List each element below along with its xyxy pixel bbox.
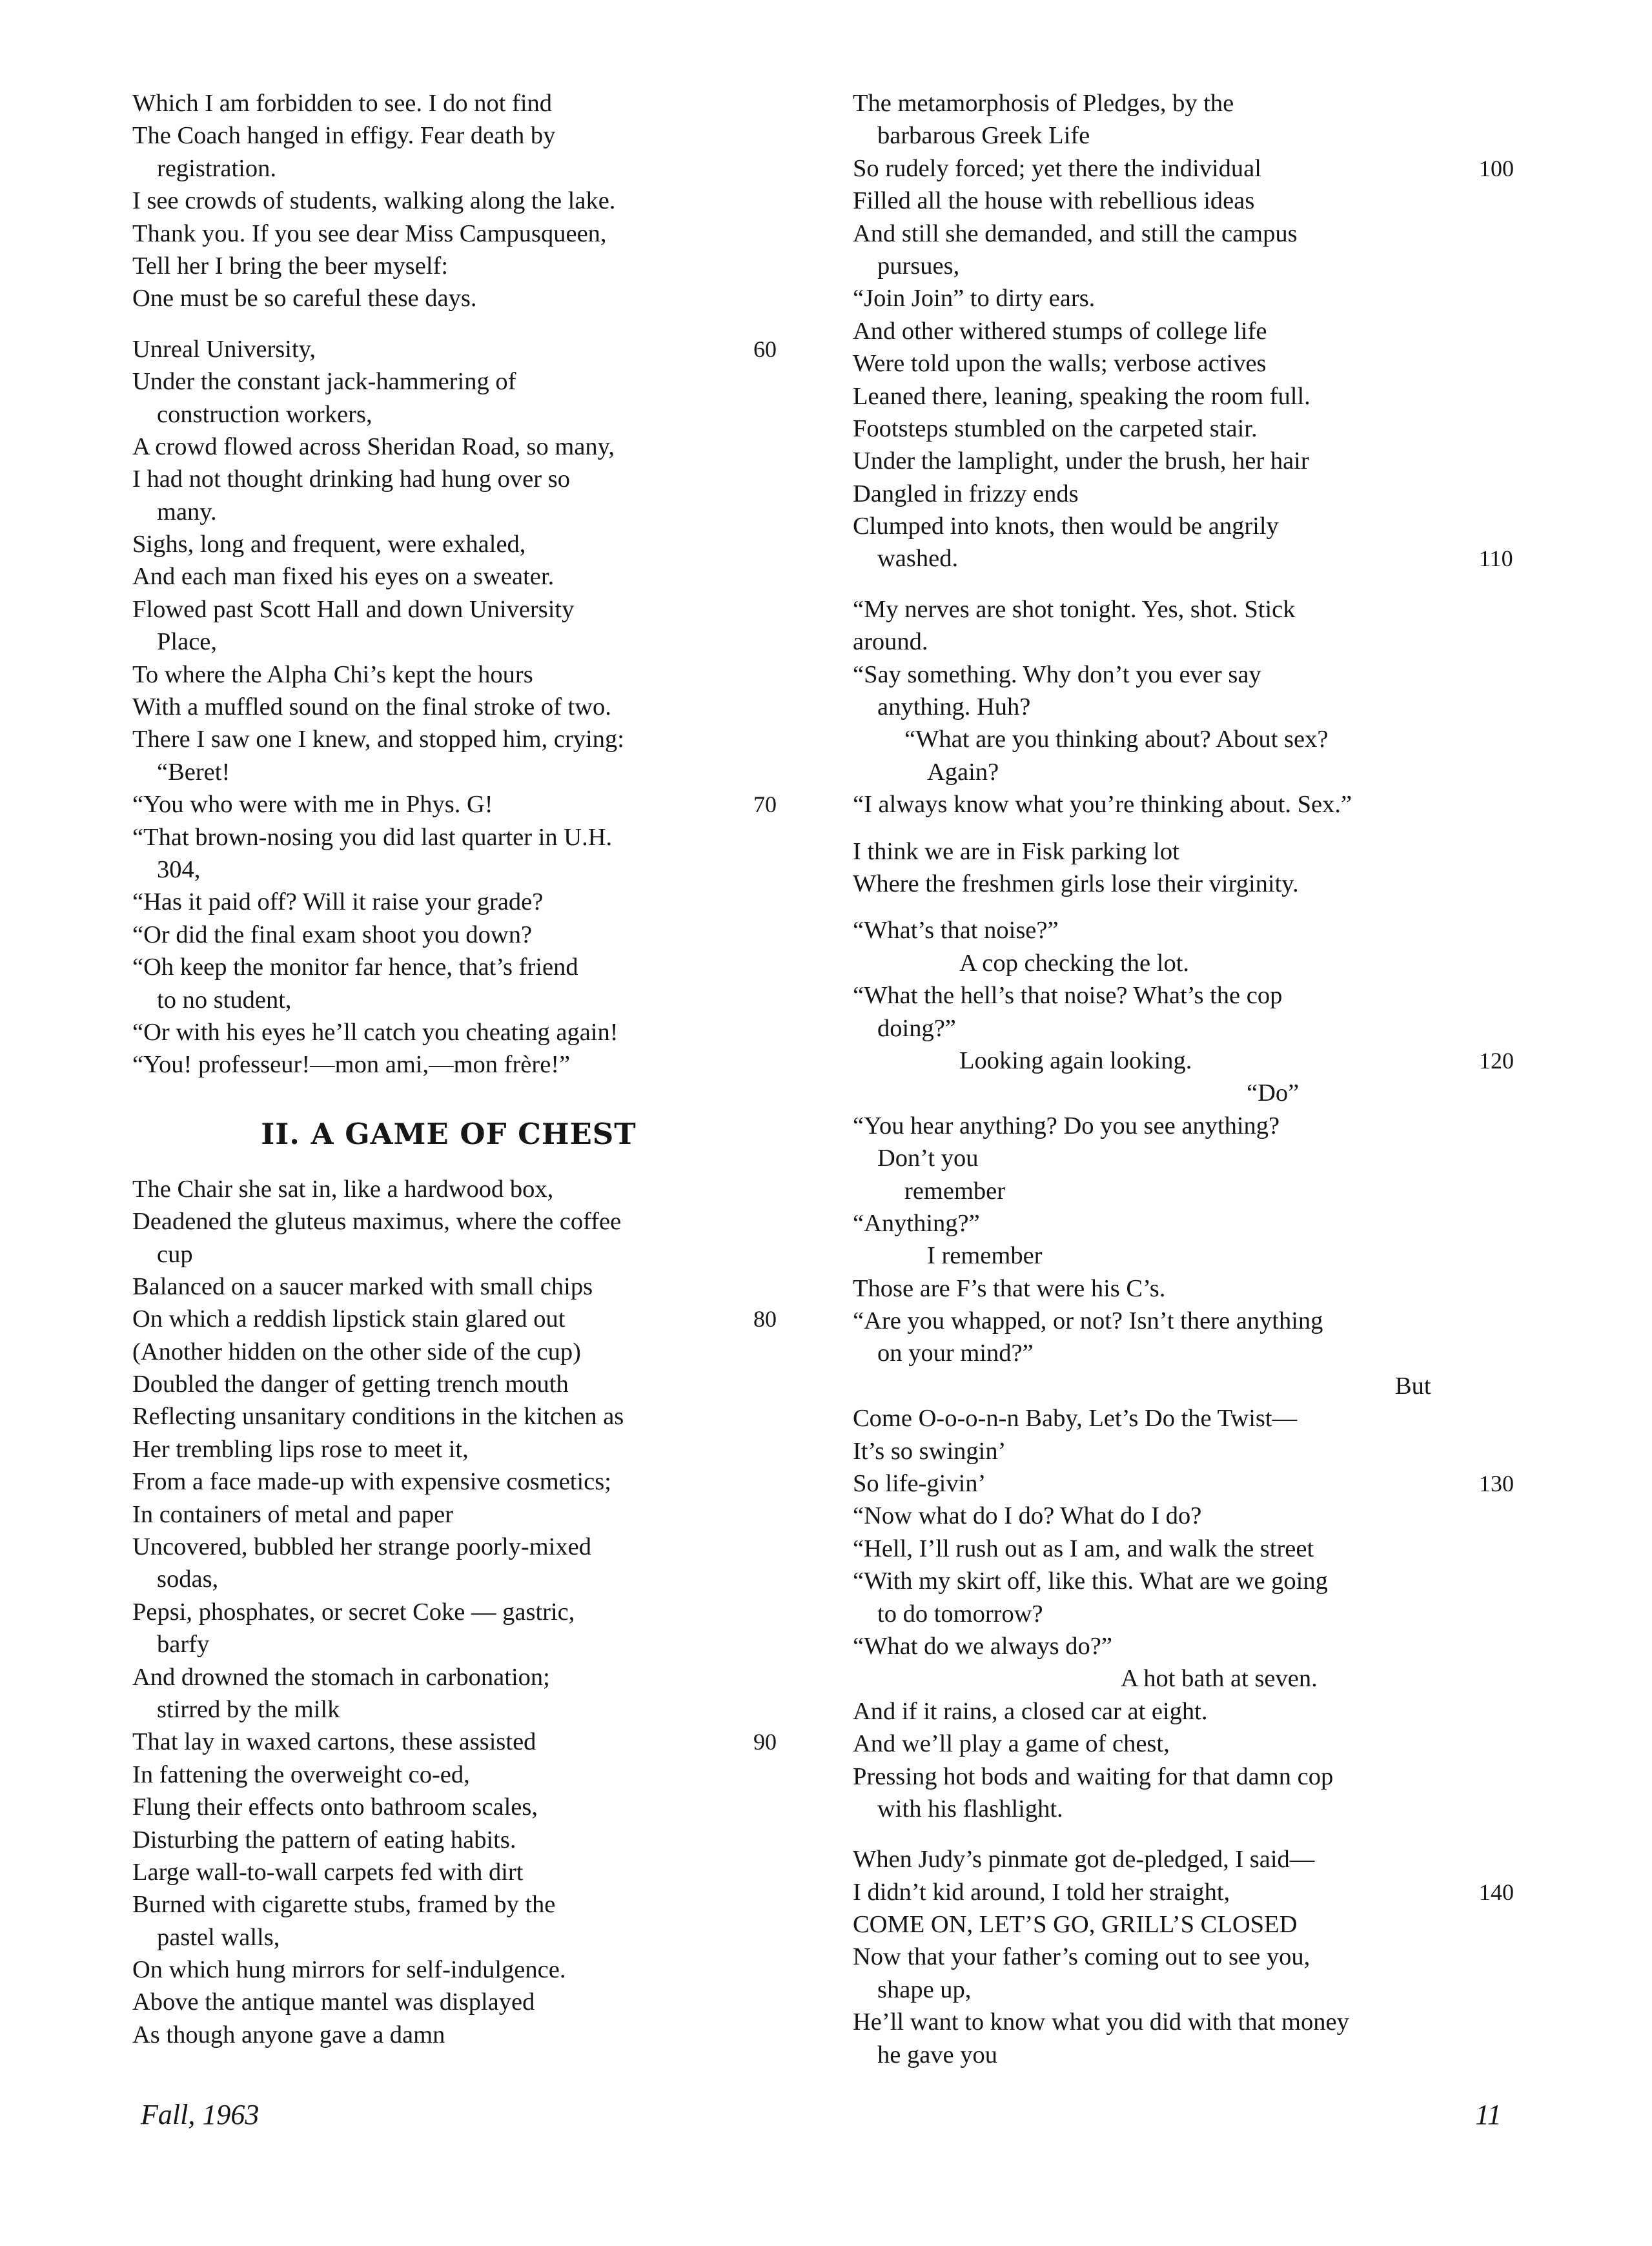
poem-line (853, 218, 1524, 250)
poem-line (132, 1726, 791, 1758)
poem-line (132, 1048, 791, 1081)
poem-line (132, 1173, 791, 1205)
poem-line (853, 756, 1524, 788)
poem-line-text: On which hung mirrors for self-indulgence. (132, 1956, 566, 1984)
section-heading: II. A GAME OF CHEST (261, 1116, 637, 1151)
poem-line-text: To where the Alpha Chi’s kept the hours (132, 660, 533, 688)
poem-line (853, 1500, 1524, 1532)
line-number: 110 (1479, 546, 1513, 572)
poem-line-text: doing?” (877, 1014, 956, 1042)
poem-line (132, 1661, 791, 1693)
poem-line (853, 1370, 1524, 1402)
poem-line-text: A crowd flowed across Sheridan Road, so many, (132, 433, 615, 460)
poem-line-text: And we’ll play a game of chest, (853, 1730, 1170, 1758)
poem-line-text: I had not thought drinking had hung over so (132, 465, 570, 493)
footer-issue-date: Fall, 1963 (141, 2099, 260, 2130)
poem-line (132, 691, 791, 723)
poem-line (132, 886, 791, 918)
poem-line (853, 788, 1524, 821)
poem-line-text: “What are you thinking about? About sex? (904, 726, 1329, 753)
poem-line (853, 2006, 1524, 2038)
poem-line (132, 984, 791, 1016)
line-number: 140 (1479, 1879, 1514, 1905)
poem-line (132, 1856, 791, 1888)
poem-line (853, 1533, 1524, 1565)
poem-line (853, 1240, 1524, 1272)
poem-line-text: One must be so careful these days. (132, 285, 477, 312)
poem-line-text: “I always know what you’re thinking about. Sex.” (853, 791, 1352, 819)
poem-line (132, 1465, 791, 1498)
poem-line-text: In containers of metal and paper (132, 1500, 454, 1528)
poem-line-text: And still she demanded, and still the campus (853, 219, 1298, 247)
poem-line-text: Those are F’s that were his C’s. (853, 1274, 1166, 1302)
poem-line-text: It’s so swingin’ (853, 1437, 1006, 1465)
poem-line-text: Flung their effects onto bathroom scales, (132, 1793, 538, 1821)
poem-line-text: Disturbing the pattern of eating habits. (132, 1826, 516, 1853)
poem-line (132, 1498, 791, 1531)
poem-line-text: “My nerves are shot tonight. Yes, shot. Stick (853, 595, 1296, 623)
poem-line-text: Clumped into knots, then would be angrily (853, 513, 1279, 540)
poem-line-text: The Chair she sat in, like a hardwood box, (132, 1175, 554, 1203)
line-number: 130 (1479, 1471, 1514, 1497)
poem-line (853, 478, 1524, 510)
page-number: 11 (1475, 2099, 1502, 2130)
stanza (853, 87, 1524, 575)
poem-line (853, 593, 1524, 626)
poem-line-text: Above the antique mantel was displayed (132, 1988, 535, 2016)
poem-line-text: barbarous Greek Life (877, 122, 1090, 150)
poem-line (853, 1402, 1524, 1434)
poem-line-text: Pressing hot bods and waiting for that damn cop (853, 1762, 1334, 1790)
poem-line (853, 1974, 1524, 2006)
poem-line-text: Where the freshmen girls lose their virginity. (853, 870, 1299, 897)
poem-line (853, 1142, 1524, 1174)
poem-line-text: “Join Join” to dirty ears. (853, 285, 1096, 312)
poem-line (853, 1662, 1524, 1695)
poem-line (853, 250, 1524, 282)
poem-line-text: Her trembling lips rose to meet it, (132, 1435, 469, 1463)
line-number: 90 (753, 1729, 777, 1755)
poem-line (853, 868, 1524, 900)
poem-line (853, 1761, 1524, 1793)
poem-line (132, 1628, 791, 1660)
poem-line (132, 723, 791, 755)
poem-line (132, 282, 791, 314)
poem-line-text: Large wall-to-wall carpets fed with dirt (132, 1858, 524, 1886)
poem-line (853, 1077, 1524, 1109)
poem-line (853, 691, 1524, 723)
poem-line (132, 658, 791, 691)
poem-line (853, 1908, 1524, 1941)
poem-line (853, 1728, 1524, 1760)
poem-line (853, 185, 1524, 217)
poem-line-text: He’ll want to know what you did with that money (853, 2008, 1349, 2036)
poem-line-text: Were told upon the walls; verbose actives (853, 350, 1267, 378)
poem-line-text: washed. (877, 545, 959, 573)
poem-line (132, 496, 791, 528)
poem-line (853, 1337, 1524, 1369)
poem-line-text: pastel walls, (157, 1923, 280, 1951)
poem-line (853, 1630, 1524, 1662)
poem-line (132, 398, 791, 431)
poem-line (853, 626, 1524, 658)
poem-line-text: “You! professeur!—mon ami,—mon frère!” (132, 1051, 571, 1079)
poem-line-text: And drowned the stomach in carbonation; (132, 1663, 550, 1691)
poem-line (853, 979, 1524, 1012)
poem-line (853, 282, 1524, 314)
poem-line-text: That lay in waxed cartons, these assisted (132, 1728, 536, 1756)
poem-line-text: cup (157, 1240, 193, 1268)
poem-line-text: The metamorphosis of Pledges, by the (853, 90, 1234, 117)
poem-line-text: In fattening the overweight co-ed, (132, 1761, 470, 1788)
poem-line (132, 593, 791, 626)
poem-line-text: On which a reddish lipstick stain glared out (132, 1305, 566, 1333)
poem-line-text: many. (157, 498, 217, 526)
poem-line (853, 1207, 1524, 1240)
poem-line (132, 1596, 791, 1628)
poem-line (853, 723, 1524, 755)
poem-line-text: Tell her I bring the beer myself: (132, 252, 449, 280)
poem-line-text: he gave you (877, 2041, 998, 2068)
poem-line (853, 1843, 1524, 1875)
poem-line-text: Now that your father’s coming out to see you, (853, 1943, 1310, 1971)
poem-line-text: Filled all the house with rebellious ideas (853, 187, 1255, 215)
poem-line (132, 1400, 791, 1433)
poem-line-text: Doubled the danger of getting trench mouth (132, 1371, 569, 1398)
poem-line (132, 1563, 791, 1595)
poem-line-text: Looking again looking. (959, 1046, 1192, 1074)
poem-line-text: sodas, (157, 1566, 219, 1593)
poem-line-text: “Or did the final exam shoot you down? (132, 921, 533, 948)
poem-line (132, 152, 791, 185)
poem-line-text: Dangled in frizzy ends (853, 480, 1079, 507)
poem-line (853, 1175, 1524, 1207)
stanza (853, 914, 1524, 1825)
poem-line (132, 1531, 791, 1563)
poem-line (132, 463, 791, 495)
poem-line-text: “You hear anything? Do you see anything? (853, 1112, 1280, 1139)
poem-line (853, 1045, 1524, 1077)
poem-line (132, 1238, 791, 1271)
poem-line (132, 1986, 791, 2018)
poem-line-text: pursues, (877, 252, 960, 280)
poem-line (853, 1467, 1524, 1500)
poem-line-text: 304, (157, 855, 201, 883)
poem-line-text: A cop checking the lot. (959, 949, 1190, 977)
poem-line-text: Flowed past Scott Hall and down University (132, 595, 575, 623)
poem-line-text: Reflecting unsanitary conditions in the kitchen as (132, 1403, 624, 1431)
poem-line (132, 626, 791, 658)
poem-line-text: Pepsi, phosphates, or secret Coke — gastric, (132, 1598, 575, 1626)
poem-line-text: “Anything?” (853, 1209, 980, 1237)
poem-line-text: “Beret! (157, 758, 230, 786)
poem-line (853, 2039, 1524, 2071)
poem-line-text: Under the lamplight, under the brush, her hair (853, 447, 1309, 475)
poem-line (853, 1941, 1524, 1973)
poem-line (132, 1954, 791, 1986)
poem-line (132, 919, 791, 951)
poem-line-text: “With my skirt off, like this. What are we going (853, 1567, 1328, 1595)
poem-line (853, 119, 1524, 152)
poem-line (853, 347, 1524, 380)
poem-line-text: stirred by the milk (157, 1695, 340, 1723)
poem-line-text: (Another hidden on the other side of the cup) (132, 1338, 581, 1365)
poem-line-text: Burned with cigarette stubs, framed by the (132, 1891, 556, 1919)
left-column (132, 87, 791, 2051)
line-number: 60 (753, 336, 777, 362)
poem-line (132, 1303, 791, 1335)
poem-line (132, 560, 791, 593)
poem-line (132, 185, 791, 217)
stanza (853, 835, 1524, 901)
poem-line (853, 1695, 1524, 1728)
poem-line (132, 1433, 791, 1465)
poem-line-text: Balanced on a saucer marked with small chips (132, 1272, 593, 1300)
poem-line (853, 1110, 1524, 1142)
poem-line (132, 1759, 791, 1791)
poem-line (132, 756, 791, 788)
poem-line (132, 218, 791, 250)
line-number: 80 (753, 1306, 777, 1332)
stanza (132, 1173, 791, 2052)
poem-line-text: Which I am forbidden to see. I do not find (132, 90, 553, 117)
poem-line-text: And each man fixed his eyes on a sweater. (132, 563, 555, 591)
poem-line (132, 821, 791, 853)
poem-line-text: “Now what do I do? What do I do? (853, 1502, 1202, 1530)
poem-line (132, 1921, 791, 1954)
poem-line-text: So life-givin’ (853, 1470, 986, 1498)
poem-line-text: I think we are in Fisk parking lot (853, 837, 1179, 865)
poem-line (132, 951, 791, 983)
poem-line-text: But (1395, 1372, 1431, 1400)
poem-line-text: barfy (157, 1631, 210, 1659)
poem-line (853, 445, 1524, 477)
poem-line (853, 380, 1524, 413)
poem-line-text: “You who were with me in Phys. G! (132, 791, 493, 819)
poem-line-text: “What do we always do?” (853, 1632, 1112, 1660)
poem-line-text: “Do” (1247, 1079, 1300, 1107)
poem-line (853, 1876, 1524, 1908)
poem-line (132, 119, 791, 152)
poem-line-text: I see crowds of students, walking along the lake. (132, 187, 616, 215)
poem-line-text: Under the constant jack-hammering of (132, 368, 516, 396)
poem-line (853, 835, 1524, 868)
poem-line-text: I remember (927, 1242, 1043, 1270)
poem-line (853, 658, 1524, 691)
poem-line (132, 528, 791, 560)
poem-line (853, 1435, 1524, 1467)
stanza (132, 333, 791, 1081)
poem-line (132, 1016, 791, 1048)
poem-line (853, 1272, 1524, 1305)
poem-line (853, 1565, 1524, 1597)
poem-line-text: The Coach hanged in effigy. Fear death by (132, 122, 556, 150)
poem-line-text: And if it rains, a closed car at eight. (853, 1697, 1208, 1725)
poem-line (853, 315, 1524, 347)
poem-line-text: Come O-o-o-n-n Baby, Let’s Do the Twist— (853, 1405, 1298, 1433)
poem-line-text: remember (904, 1177, 1006, 1205)
line-number: 120 (1479, 1047, 1514, 1074)
poem-line-text: on your mind?” (877, 1340, 1034, 1367)
poem-line-text: So rudely forced; yet there the individual (853, 154, 1261, 182)
poem-line-text: Leaned there, leaning, speaking the room full. (853, 382, 1310, 410)
poem-line-text: Don’t you (877, 1145, 979, 1172)
poem-line-text: Place, (157, 628, 217, 656)
poem-line (132, 2019, 791, 2051)
stanza (132, 87, 791, 315)
poem-line-text: With a muffled sound on the final stroke of two. (132, 693, 611, 721)
poem-line (853, 87, 1524, 119)
poem-line-text: Thank you. If you see dear Miss Campusqueen, (132, 219, 607, 247)
poem-line (853, 413, 1524, 445)
poem-line-text: around. (853, 628, 928, 656)
poem-line (132, 788, 791, 821)
poem-line-text: “Hell, I’ll rush out as I am, and walk the street (853, 1535, 1314, 1562)
poem-line-text: registration. (157, 154, 276, 182)
poem-line-text: There I saw one I knew, and stopped him, crying: (132, 726, 624, 753)
poem-line-text: As though anyone gave a damn (132, 2021, 445, 2048)
poem-line (132, 365, 791, 398)
poem-line (132, 1824, 791, 1856)
poem-line-text: I didn’t kid around, I told her straight, (853, 1878, 1230, 1906)
poem-line-text: Uncovered, bubbled her strange poorly-mixed (132, 1533, 591, 1561)
poem-line-text: Deadened the gluteus maximus, where the coffee (132, 1208, 622, 1236)
poem-line (853, 510, 1524, 542)
poem-line (132, 1368, 791, 1400)
poem-line-text: “What’s that noise?” (853, 917, 1059, 944)
poem-line-text: Unreal University, (132, 335, 316, 363)
poem-line (132, 1205, 791, 1238)
poem-line (853, 1793, 1524, 1825)
poem-line (853, 947, 1524, 979)
poem-line-text: And other withered stumps of college life (853, 317, 1267, 345)
stanza (853, 1843, 1524, 2071)
poem-line (132, 853, 791, 886)
poem-line-text: to no student, (157, 986, 292, 1014)
stanza (853, 593, 1524, 821)
poem-line (853, 542, 1524, 575)
poem-line-text: anything. Huh? (877, 693, 1031, 721)
poem-line (132, 1693, 791, 1726)
poem-line-text: Again? (927, 758, 999, 786)
poem-line-text: “Say something. Why don’t you ever say (853, 660, 1261, 688)
poem-line (132, 1271, 791, 1303)
poem-line (132, 87, 791, 119)
line-number: 70 (753, 791, 777, 818)
poem-line (132, 333, 791, 365)
poem-line (853, 1012, 1524, 1045)
poem-line-text: COME ON, LET’S GO, GRILL’S CLOSED (853, 1911, 1298, 1939)
poem-line (132, 431, 791, 463)
poem-line (132, 1888, 791, 1921)
poem-line-text: Sighs, long and frequent, were exhaled, (132, 531, 526, 558)
poem-line-text: “Has it paid off? Will it raise your grade? (132, 888, 544, 916)
poem-line-text: From a face made-up with expensive cosmetics; (132, 1468, 611, 1496)
right-column (853, 87, 1524, 2071)
poem-line (853, 914, 1524, 946)
poem-line-text: When Judy’s pinmate got de-pledged, I said— (853, 1846, 1315, 1873)
poem-line-text: “Oh keep the monitor far hence, that’s friend (132, 954, 578, 981)
poem-line (853, 1598, 1524, 1630)
poem-line-text: Footsteps stumbled on the carpeted stair. (853, 414, 1258, 442)
poem-line-text: “Or with his eyes he’ll catch you cheating again! (132, 1018, 618, 1046)
poem-line-text: shape up, (877, 1975, 972, 2003)
poem-line-text: “Are you whapped, or not? Isn’t there anything (853, 1307, 1323, 1335)
poem-line (132, 250, 791, 282)
poem-line (132, 1336, 791, 1368)
line-number: 100 (1479, 155, 1514, 181)
poem-line (853, 1305, 1524, 1337)
poem-line-text: with his flashlight. (877, 1795, 1063, 1822)
poem-line-text: A hot bath at seven. (1121, 1665, 1318, 1693)
poem-line (853, 152, 1524, 185)
poem-line-text: construction workers, (157, 400, 372, 428)
poem-line (132, 1791, 791, 1823)
poem-line-text: to do tomorrow? (877, 1600, 1043, 1628)
poem-line-text: “That brown-nosing you did last quarter in U.H. (132, 823, 613, 851)
poem-line-text: “What the hell’s that noise? What’s the cop (853, 982, 1283, 1010)
